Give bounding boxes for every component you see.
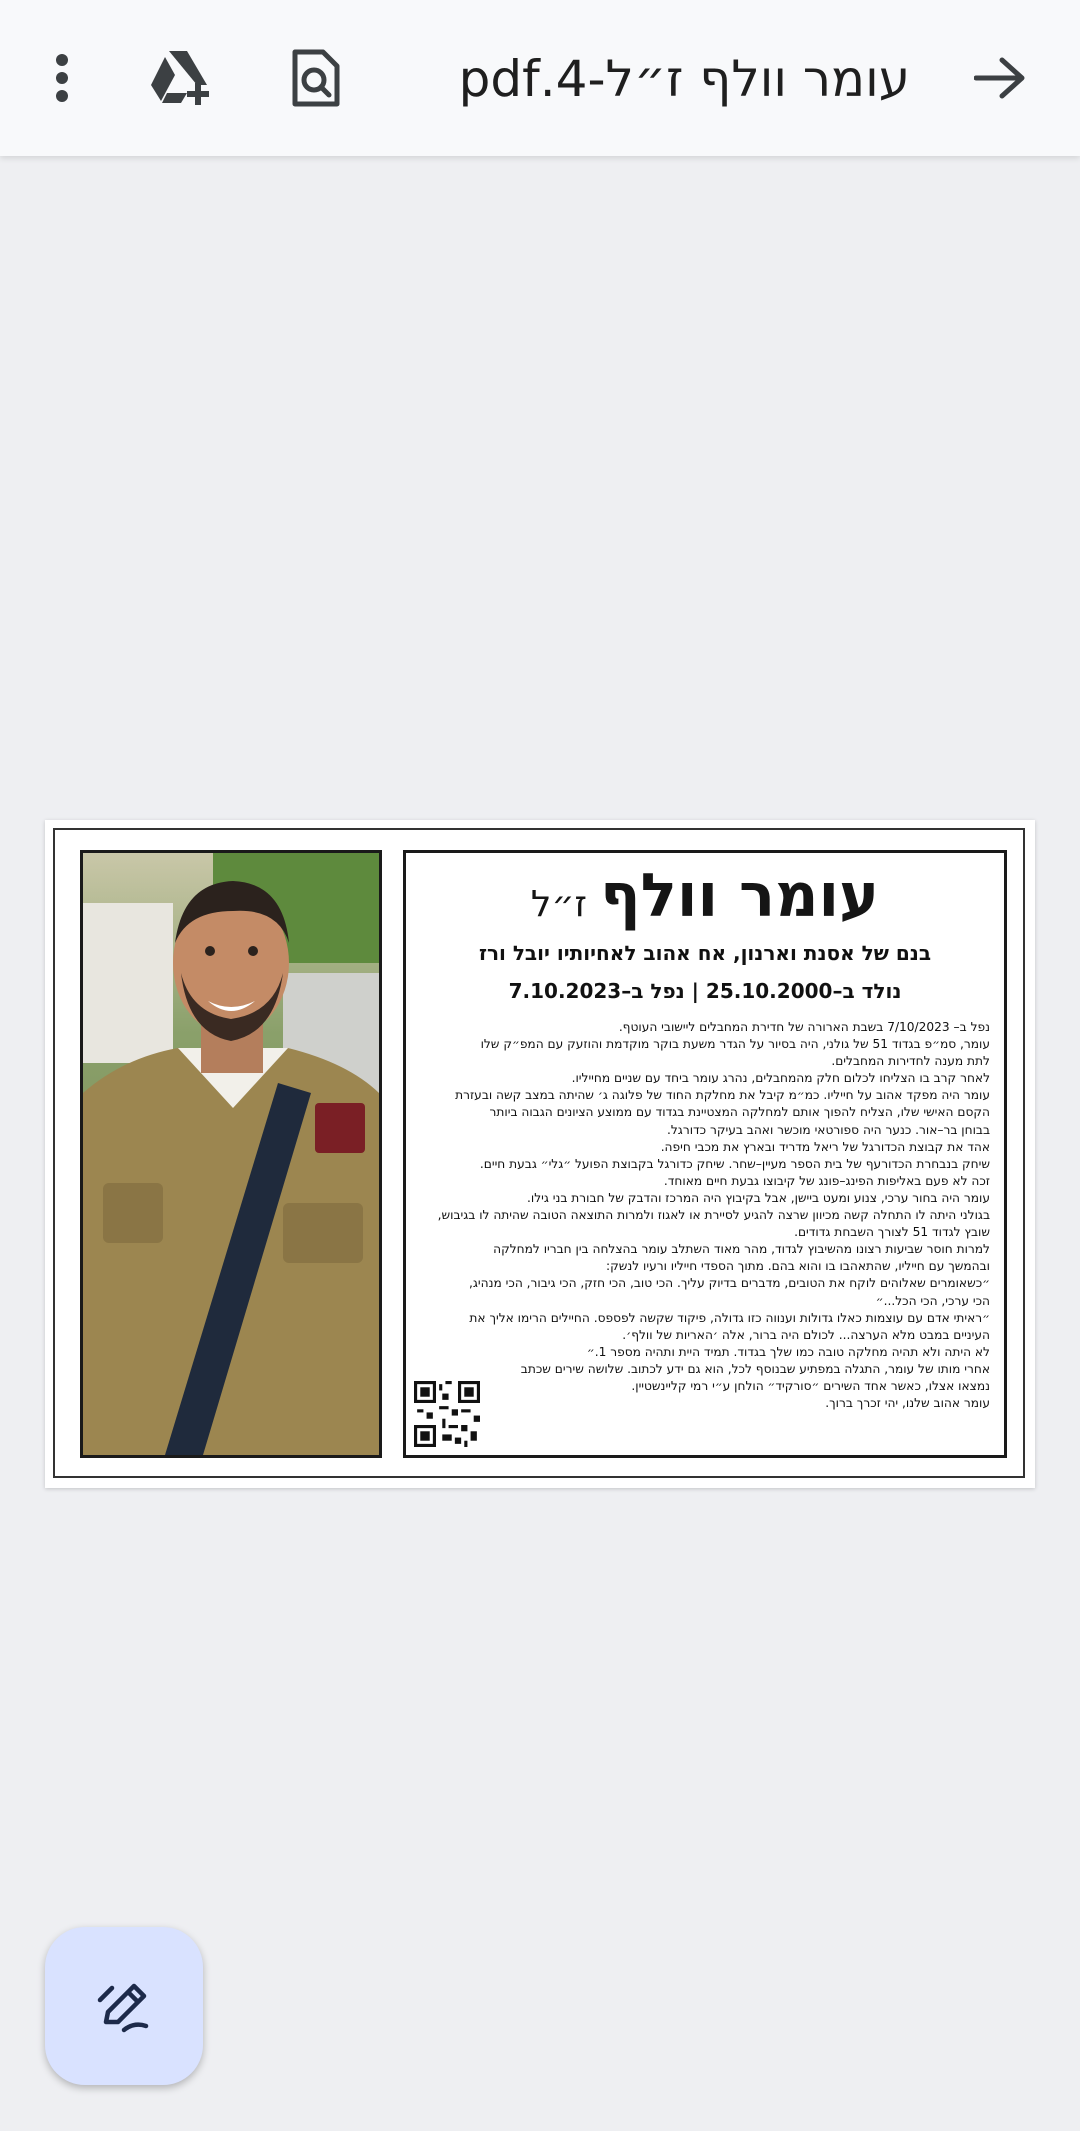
bio-line: ״ראיתי אדם עם עוצמות כאלו גדולות וענווה כזו גדולה, פיקוד שקשה לפספס. החיילים הרימו אליך את <box>469 1310 990 1325</box>
bio-line: ובהמשך עם חייליו, שהתאהבו בו והוא בהם. מתוך הספדי חייליו ורעיו לנשק: <box>605 1259 990 1274</box>
bio-line: בבוחן בר–אור. כנער היה ספורטאי מוכשר ואהב בעיקר כדורגל. <box>667 1122 990 1137</box>
bio-line: ״כשאומרים שאלוהים לוקח את הטובים, מדברים בדיוק עליך. הכי טוב, הכי חזק, הכי גיבור, הכי מנהיג, <box>469 1276 990 1291</box>
bio-line: אחרי מותו של עומר, התגלה במפתיע שבנוסף לכל, הוא גם ידע לכתוב. שלושה שירים שכתב <box>520 1361 990 1376</box>
soldier-photo <box>80 850 382 1458</box>
find-in-document-icon <box>291 48 341 108</box>
bio-line: העיניים במבט מלא הערצה... לכולם היה ברור, אלה ׳האריות של וולף׳. <box>622 1327 990 1342</box>
bio-line: הקסם האישי שלו, הצליח להפוך אותם למחלקה המצטיינת בגדוד עם ממוצע הציונים הגבוה ביותר <box>489 1105 990 1120</box>
bio-line: נמצאו אצלו, כאשר אחד השירים ״סורקיד״ הולחן ע״י רמי קליינשטיין. <box>631 1378 990 1393</box>
bio-line: לאחר קרב בו הצליחו לכלום חלק מהמחבלים, נהרג עומר ביחד עם שניים מחייליו. <box>571 1071 990 1086</box>
memorial-name: עומר וולף <box>600 861 880 931</box>
bio-line: לא היתה ולא תהיה מחלקה טובה כמו שלך בגדוד. תמיד היית ותהיה מספר 1.״ <box>586 1344 990 1359</box>
bio-line: הכי ערכי, הכי הכל...״ <box>875 1293 990 1308</box>
memorial-honorific: ז״ל <box>530 884 588 925</box>
add-to-drive-icon <box>147 49 213 107</box>
bio-line: עומר, סמ״פ בגדוד 51 של גולני, היה בסיור על הגדר משעת בוקר מוקדמת והוזעק עם המפ״ק שלו <box>480 1037 990 1052</box>
bio-line: שיחק בנבחרת הכדורעף של בית הספר מעיין–שחר. שיחק כדורגל בקבוצת הפועל ״גלי״ גבעת חיים. <box>479 1156 990 1171</box>
pdf-page[interactable] <box>45 820 1035 1488</box>
memorial-biography <box>415 1019 990 1412</box>
memorial-text-box <box>403 850 1007 1458</box>
bio-line: בגולני היתה לו התחלה קשה מכיוון שרצה להגיע לסיירת או לאגוז ולמרות התוצאה הטובה שהיתה לו בגיבוש, <box>437 1208 990 1223</box>
find-in-document-button[interactable] <box>276 38 356 118</box>
bio-line: לתת מענה לחדירות המחבלים. <box>831 1054 990 1069</box>
memorial-subtitle: בנם של אסנת וארנון, אח אהוב לאחיותיו יובל ורז <box>478 941 932 965</box>
bio-line: עומר היה מפקד אהוב על חייליו. כמ״מ קיבל את מחלקת החוד של פלוגה ג׳ שהיתה במצב קשה ובעזרת <box>455 1088 990 1103</box>
more-options-button[interactable] <box>22 38 102 118</box>
bio-line: אהד את קבוצת הכדורגל של ריאל מדריד ובארץ את מכבי חיפה. <box>660 1139 990 1154</box>
more-vertical-icon <box>54 53 70 103</box>
back-button[interactable] <box>960 38 1040 118</box>
qr-code <box>414 1381 480 1447</box>
document-title: עומר וולף ז״ל-4.pdf <box>458 50 910 108</box>
memorial-name-heading <box>406 861 1004 931</box>
annotate-pen-icon <box>94 1976 154 2036</box>
bio-line: זכה לא פעם באליפות הפינג–פונג של קיבוצו גבעת חיים מאוחד. <box>663 1173 990 1188</box>
bio-line: למרות חוסר שביעות רצונו מהשיבוץ לגדוד, מהר מאוד השתלב עומר בהצלחה בין חבריו למחלקה <box>493 1242 990 1257</box>
memorial-dates: נולד ב–25.10.2000 | נפל ב–7.10.2023 <box>508 979 902 1003</box>
app-bar <box>0 0 1080 156</box>
bio-line: נפל ב– 7/10/2023 בשבת הארורה של חדירת המחבלים ליישובי העוטף. <box>618 1020 990 1034</box>
annotate-fab-button[interactable] <box>45 1927 203 2085</box>
bio-line: שובץ לגדוד 51 לצורך השבחת גדודים. <box>794 1225 990 1240</box>
arrow-right-icon <box>974 56 1026 100</box>
bio-line: עומר אהוב שלנו, יהי זכרך ברוך. <box>825 1396 990 1411</box>
add-to-drive-button[interactable] <box>140 38 220 118</box>
bio-line: עומר היה בחור ערכי, צנוע ומעט ביישן, אבל בקיבוץ היה המרכז והדבק של חבורת בני גילו. <box>527 1190 990 1205</box>
